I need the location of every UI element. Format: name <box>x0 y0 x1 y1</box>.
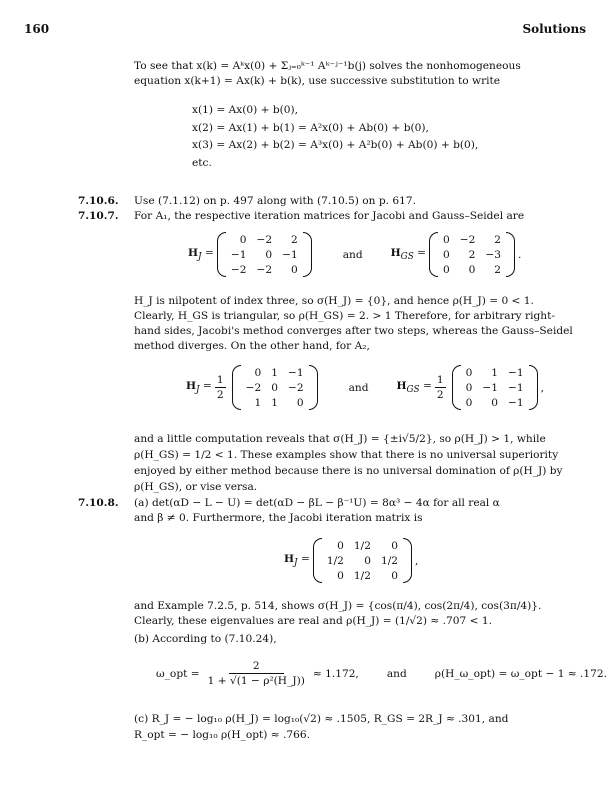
hj-a2-cell: 0 <box>296 396 304 409</box>
para-7-10-7-line-3: hand sides, Jacobi's method converges after two steps, whereas the Gauss–Seidel <box>134 325 573 337</box>
hj-example-cell: 0 <box>337 539 344 552</box>
equation-a1-iteration-matrices: $H_J$ = 0 −2 2 −1 0 −1 −2 −2 0 and $H_{GS}$ = 0 −2 2 0 2 −3 0 0 2 . <box>188 233 522 276</box>
hgs-a1-cell: 2 <box>468 248 476 261</box>
hj-a1-cell: −2 <box>230 263 247 276</box>
hj-a2-cell: −2 <box>287 381 304 394</box>
sub-eq-3: x(3) = Ax(2) + b(2) = A³x(0) + A²b(0) + Ab(0) + b(0), <box>192 139 479 151</box>
hgs-a1-cell: −2 <box>459 233 476 246</box>
intro-line-1: To see that x(k) = Aᵏx(0) + Σⱼ₌₀ᵏ⁻¹ Aᵏ⁻ʲ⁻¹b(j) solves the nonhomogeneous <box>134 60 521 72</box>
hj-example-cell: 0 <box>337 569 344 582</box>
sub-eq-2: x(2) = Ax(1) + b(1) = A²x(0) + Ab(0) + b(0), <box>192 121 429 134</box>
hgs-a1-cell: 0 <box>468 263 476 276</box>
hgs-a1-cell: 2 <box>494 263 501 276</box>
equation-jacobi-matrix: $H_J$ = 0 1/2 0 1/2 0 1/2 0 1/2 0 , <box>284 539 419 582</box>
equation-a2-iteration-matrices: $H_J$ = $\frac{1}{2}$ 0 1 −1 −2 0 −2 1 1 0 and $H_{GS}$ = $\frac{1}{2}$ 0 1 −1 0 −1 −1 0 0 −1 , <box>186 366 544 409</box>
hgs-a2-cell: 0 <box>465 396 473 409</box>
sub-eq-1: x(1) = Ax(0) + b(0), <box>192 104 298 116</box>
text-7-10-8-c-1: (c) R_J = − log₁₀ ρ(H_J) = log₁₀(√2) ≈ .1505, R_GS = 2R_J ≈ .301, and <box>134 713 509 725</box>
hj-a1-cell: −1 <box>230 248 247 261</box>
hj-example-cell: 1/2 <box>380 554 399 567</box>
text-7-10-8-a-1: (a) det(αD − L − U) = det(αD − βL − β⁻¹U) = 8α³ − 4α for all real α <box>134 497 500 509</box>
hgs-a2-cell: 0 <box>491 396 498 409</box>
hj-a1-cell: 0 <box>290 263 298 276</box>
hgs-a2-cell: −1 <box>507 396 524 409</box>
hgs-a1-cell: 0 <box>443 248 450 261</box>
hgs-a1-cell: 0 <box>443 263 450 276</box>
hgs-a2-cell: 0 <box>465 366 473 379</box>
hgs-a2-cell: −1 <box>482 381 498 394</box>
text-7-10-8-a-4: Clearly, these eigenvalues are real and ρ(H_J) = (1/√2) ≈ .707 < 1. <box>134 615 492 627</box>
hj-a2-cell: −1 <box>287 366 304 379</box>
label-7-10-7: 7.10.7. <box>78 210 119 222</box>
text-7-10-7: For A₁, the respective iteration matrices for Jacobi and Gauss–Seidel are <box>134 210 525 222</box>
hj-a1-cell: −2 <box>256 233 273 246</box>
para2-line-1: and a little computation reveals that σ(H_J) = {±i√5/2}, so ρ(H_J) > 1, while <box>134 433 546 445</box>
page-number: 160 <box>24 22 50 36</box>
text-7-10-8-a-3: and Example 7.2.5, p. 514, shows σ(H_J) = {cos(π/4), cos(2π/4), cos(3π/4)}. <box>134 600 542 612</box>
label-7-10-6: 7.10.6. <box>78 195 119 207</box>
text-7-10-8-a-2: and β ≠ 0. Furthermore, the Jacobi iteration matrix is <box>134 512 423 524</box>
hgs-a1-cell: −3 <box>485 248 501 261</box>
matrix-hj-a1 <box>217 232 312 277</box>
hj-a2-cell: 1 <box>271 396 278 409</box>
label-7-10-8: 7.10.8. <box>78 497 119 509</box>
para2-line-2: ρ(H_GS) = 1/2 < 1. These examples show that there is no universal superiority <box>134 449 559 461</box>
intro-line-2: equation x(k+1) = Ax(k) + b(k), use successive substitution to write <box>134 75 501 87</box>
substitution-equations <box>192 102 478 172</box>
matrix-hj-example <box>313 538 412 583</box>
para-7-10-7-line-1: H_J is nilpotent of index three, so σ(H_J) = {0}, and hence ρ(H_J) = 0 < 1. <box>134 295 534 307</box>
sub-eq-etc: etc. <box>192 156 212 169</box>
hj-example-cell: 0 <box>364 554 371 567</box>
text-7-10-8-c-2: R_opt = − log₁₀ ρ(H_opt) ≈ .766. <box>134 729 310 741</box>
running-head: Solutions <box>522 22 586 36</box>
hj-example-cell: 1/2 <box>326 554 344 567</box>
text-7-10-6: Use (7.1.12) on p. 497 along with (7.10.5) on p. 617. <box>134 195 416 207</box>
text-7-10-8-b: (b) According to (7.10.24), <box>134 633 277 645</box>
hj-example-cell: 0 <box>391 539 399 552</box>
hgs-a2-cell: −1 <box>507 366 524 379</box>
hgs-a2-cell: 1 <box>491 366 498 379</box>
hj-a2-cell: 0 <box>271 381 278 394</box>
hgs-a1-cell: 2 <box>494 233 501 246</box>
para2-line-3: enjoyed by either method because there is no universal domination of ρ(H_J) by <box>134 465 563 477</box>
hj-example-cell: 0 <box>391 569 399 582</box>
hj-a2-cell: −2 <box>245 381 262 394</box>
hj-example-cell: 1/2 <box>353 569 371 582</box>
hj-a1-cell: −2 <box>256 263 273 276</box>
hj-a2-cell: 1 <box>254 396 262 409</box>
para-7-10-7-line-2: Clearly, H_GS is triangular, so ρ(H_GS) = 2. > 1 Therefore, for arbitrary right- <box>134 310 555 322</box>
matrix-hgs-a1 <box>429 232 515 277</box>
hj-example-cell: 1/2 <box>353 539 371 552</box>
hj-a1-cell: −1 <box>282 248 298 261</box>
hj-a2-cell: 0 <box>254 366 262 379</box>
hgs-a2-cell: 0 <box>465 381 473 394</box>
para-7-10-7-line-4: method diverges. On the other hand, for A₂, <box>134 340 370 352</box>
hj-a2-cell: 1 <box>271 366 278 379</box>
hj-a1-cell: 0 <box>265 248 273 261</box>
hj-a1-cell: 2 <box>290 233 298 246</box>
hgs-a1-cell: 0 <box>443 233 450 246</box>
equation-omega-opt: ω_opt = $\frac{2}{\text{1 + √(1 − ρ²(H\_J))}}$ ≈ 1.172, and ρ(H_ω_opt) = ω_opt − 1 ≈ .172. <box>156 660 607 687</box>
para2-line-4: ρ(H_GS), or vise versa. <box>134 481 258 493</box>
hj-a1-cell: 0 <box>239 233 247 246</box>
hgs-a2-cell: −1 <box>507 381 524 394</box>
matrix-hgs-a2 <box>452 365 538 410</box>
matrix-hj-a2 <box>232 365 318 410</box>
